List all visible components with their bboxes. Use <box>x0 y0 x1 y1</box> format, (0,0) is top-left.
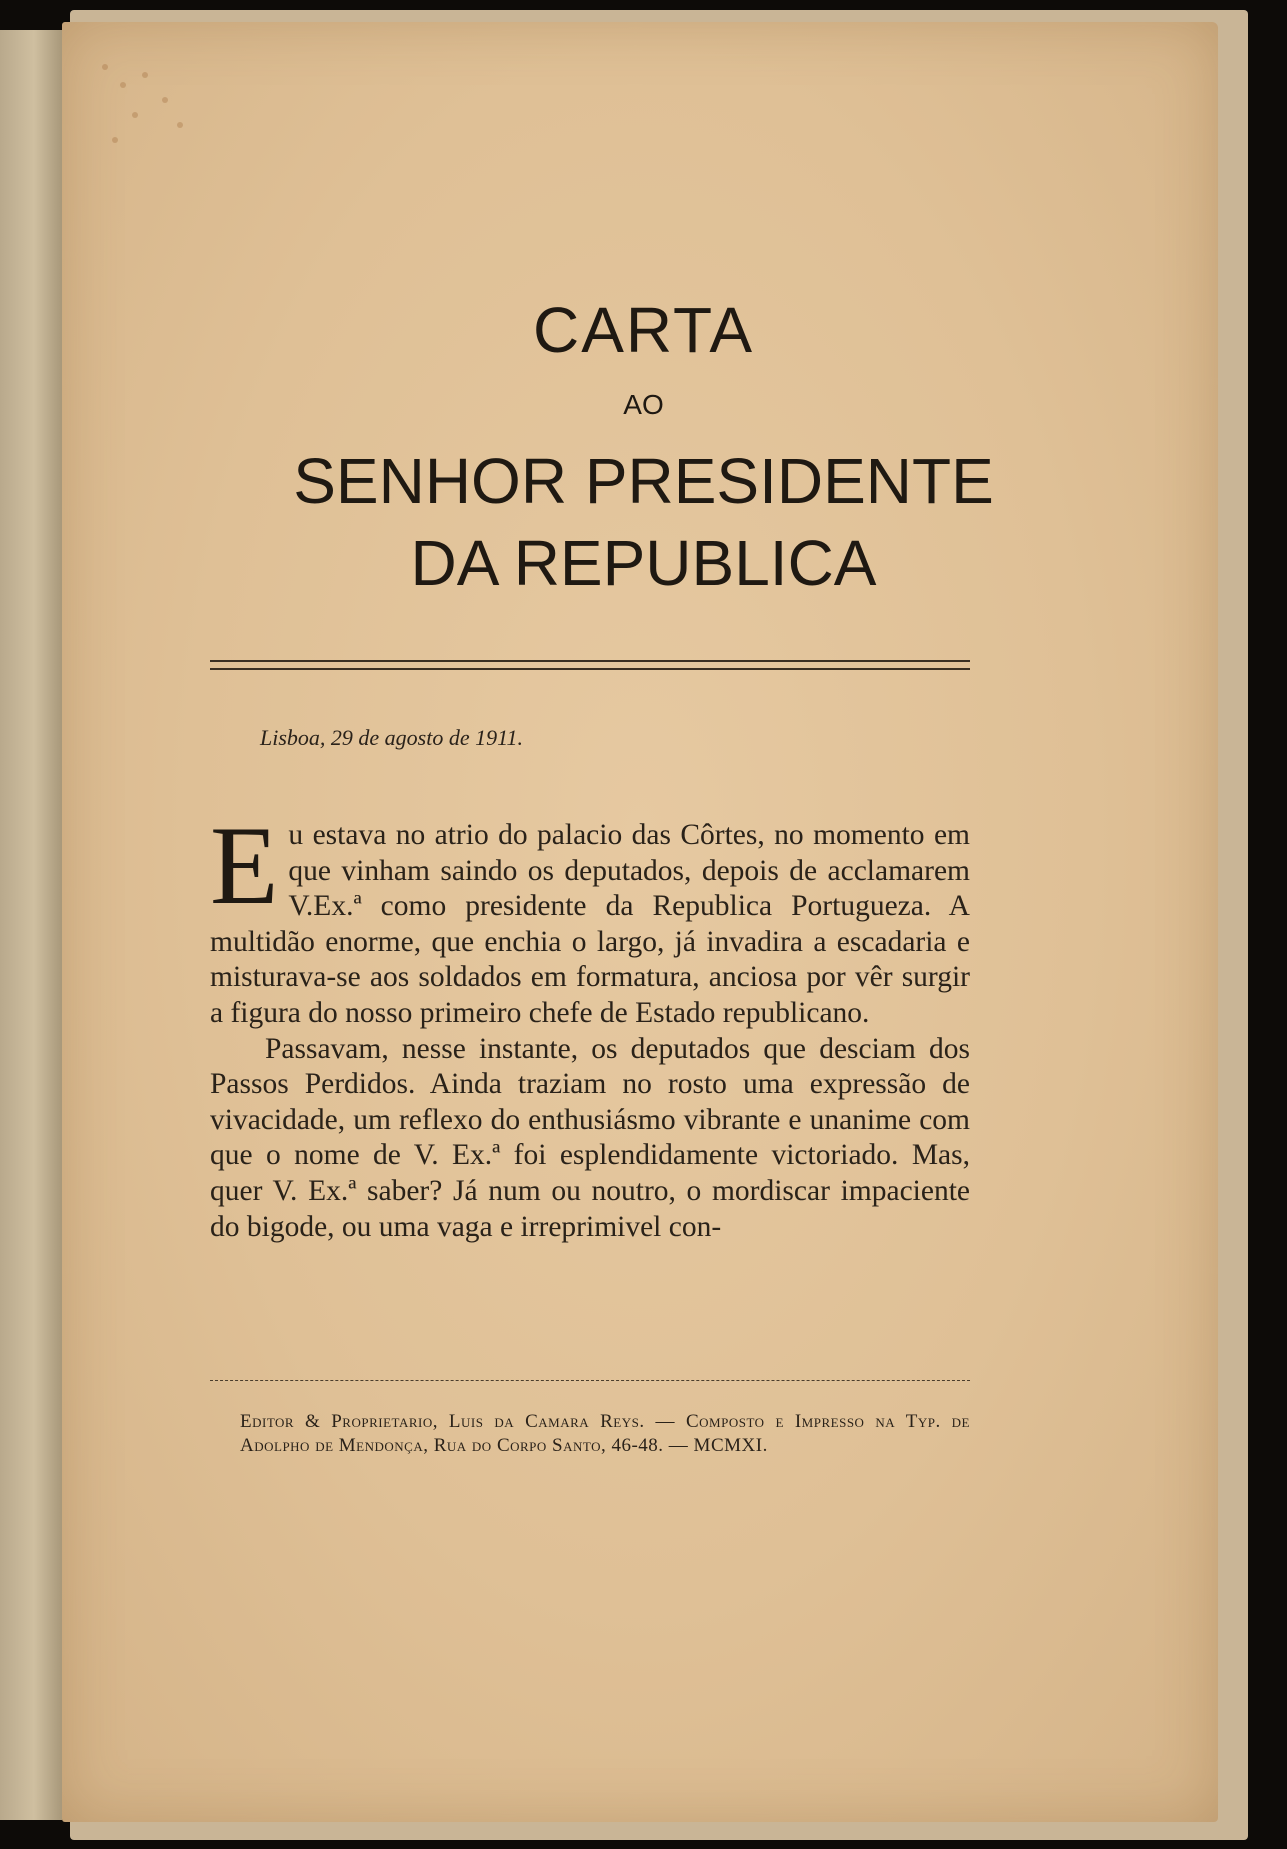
dateline: Lisboa, 29 de agosto de 1911. <box>260 725 523 750</box>
footer-rule <box>210 1380 970 1381</box>
paragraph-1 <box>210 804 970 1032</box>
title-double-rule <box>210 660 970 670</box>
title-line-carta: CARTA <box>533 294 754 366</box>
title-line-senhor-presidente: SENHOR PRESIDENTE <box>293 445 994 517</box>
paragraph-2: Passavam, nesse instante, os deputados que desciam dos Passos Perdidos. Ainda traziam no rosto uma expressão de vivacidade, um reflexo do enthusiásmo vibrante e unanime com que o nome de V. Ex.ª foi esplendidamente victoriado. Mas, quer V. Ex.ª saber? Já num ou noutro, o mordiscar impaciente do bigode, ou uma vaga e irreprimivel con- <box>210 1032 970 1243</box>
drop-cap: E <box>210 804 279 928</box>
paragraph-1-text: u estava no atrio do palacio das Côrtes, no momento em que vinham saindo os deputados, depois de acclamarem V.Ex.ª como presidente da Republica Portugueza. A multidão enorme, que enchia o largo, já invadira a escadaria e misturava-se aos soldados em formatura, anciosa por vêr surgir a figura do nosso primeiro chefe de Estado republicano. <box>210 819 970 1029</box>
title-line-da-republica: DA REPUBLICA <box>410 527 877 599</box>
colophon: Editor & Proprietario, Luis da Camara Reys. — Composto e Impresso na Typ. de Adolpho de Mendonça, Rua do Corpo Santo, 46-48. — MCMXI. <box>240 1411 970 1456</box>
title-block <box>0 290 1287 604</box>
foxing-spots <box>92 52 212 172</box>
title-line-ao: AO <box>623 389 664 420</box>
letter-body <box>210 804 970 1245</box>
